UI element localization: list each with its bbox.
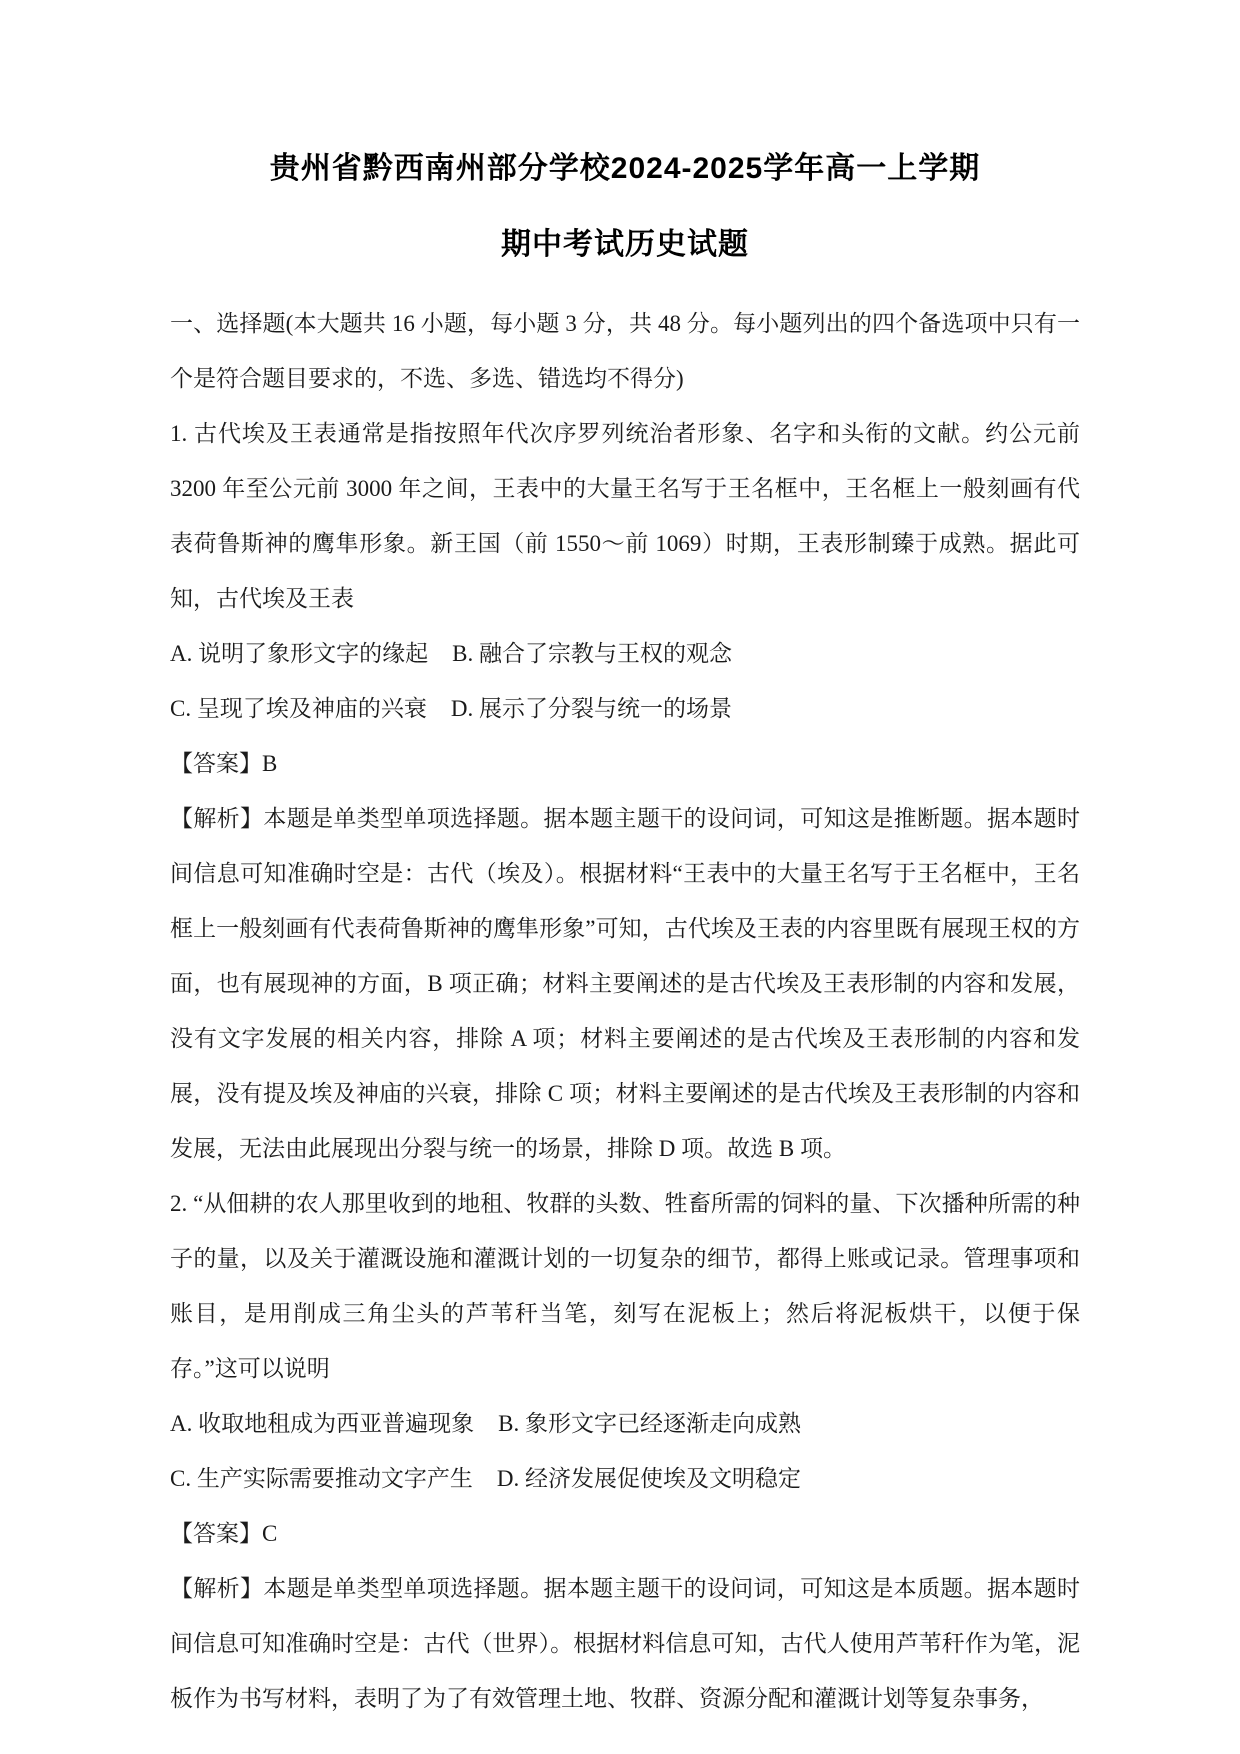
question-2 xyxy=(170,1176,1080,1726)
question-1-option-c: C. 呈现了埃及神庙的兴衰 xyxy=(170,696,427,721)
question-2-stem: 2. “从佃耕的农人那里收到的地租、牧群的头数、牲畜所需的饲料的量、下次播种所需的种子的量，以及关于灌溉设施和灌溉计划的一切复杂的细节，都得上账或记录。管理事项和账目，是用削成三角尘头的芦苇秆当笔，刻写在泥板上；然后将泥板烘干，以便于保存。”这可以说明 xyxy=(170,1191,1080,1381)
question-1-answer-label: 【答案】 xyxy=(170,751,262,776)
question-2-options-row-2 xyxy=(170,1451,1080,1506)
question-2-answer-value: C xyxy=(262,1521,278,1546)
question-2-answer-label: 【答案】 xyxy=(170,1521,262,1546)
section-instructions: 一、选择题(本大题共 16 小题，每小题 3 分，共 48 分。每小题列出的四个备选项中只有一个是符合题目要求的，不选、多选、错选均不得分) xyxy=(170,311,1080,391)
question-2-analysis-label: 【解析】 xyxy=(170,1576,264,1601)
question-1-options-row-2 xyxy=(170,681,1080,736)
question-1-analysis-label: 【解析】 xyxy=(170,806,264,831)
question-1-analysis xyxy=(170,791,1080,1176)
question-2-option-c: C. 生产实际需要推动文字产生 xyxy=(170,1466,473,1491)
question-2-analysis xyxy=(170,1561,1080,1726)
question-2-options-row-1 xyxy=(170,1396,1080,1451)
document-title-line1: 贵州省黔西南州部分学校2024-2025学年高一上学期 xyxy=(269,152,981,185)
document-title-line2: 期中考试历史试题 xyxy=(501,228,749,261)
question-2-option-a: A. 收取地租成为西亚普遍现象 xyxy=(170,1411,475,1436)
question-2-analysis-text: 本题是单类型单项选择题。据本题主题干的设问词，可知这是本质题。据本题时间信息可知准确时空是：古代（世界）。根据材料信息可知，古代人使用芦苇秆作为笔，泥板作为书写材料，表明了为了有效管理土地、牧群、资源分配和灌溉计划等复杂事务， xyxy=(170,1576,1081,1711)
question-1-option-b: B. 融合了宗教与王权的观念 xyxy=(452,641,732,666)
question-2-option-d: D. 经济发展促使埃及文明稳定 xyxy=(496,1466,801,1491)
question-2-option-b: B. 象形文字已经逐渐走向成熟 xyxy=(498,1411,801,1436)
question-2-answer-line xyxy=(170,1506,1080,1561)
question-1-stem: 1. 古代埃及王表通常是指按照年代次序罗列统治者形象、名字和头衔的文献。约公元前 3200 年至公元前 3000 年之间，王表中的大量王名写于王名框中，王名框上一般刻画有代表荷鲁斯神的鹰隼形象。新王国（前 1550～前 1069）时期，王表形制臻于成熟。据此可知，古代埃及王表 xyxy=(170,421,1080,611)
question-1-option-a: A. 说明了象形文字的缘起 xyxy=(170,641,429,666)
question-1-options-row-1 xyxy=(170,626,1080,681)
document-body xyxy=(170,296,1080,1726)
question-1-option-d: D. 展示了分裂与统一的场景 xyxy=(450,696,732,721)
question-1-answer-line xyxy=(170,736,1080,791)
question-1-analysis-text: 本题是单类型单项选择题。据本题主题干的设问词，可知这是推断题。据本题时间信息可知准确时空是：古代（埃及）。根据材料“王表中的大量王名写于王名框中，王名框上一般刻画有代表荷鲁斯神的鹰隼形象”可知，古代埃及王表的内容里既有展现王权的方面，也有展现神的方面，B 项正确；材料主要阐述的是古代埃及王表形制的内容和发展，没有文字发展的相关内容，排除 A 项；材料主要阐述的是古代埃及王表形制的内容和发展，没有提及埃及神庙的兴衰，排除 C 项；材料主要阐述的是古代埃及王表形制的内容和发展，无法由此展现出分裂与统一的场景，排除 D 项。故选 B 项。 xyxy=(170,806,1081,1161)
question-1-answer-value: B xyxy=(262,751,278,776)
question-1 xyxy=(170,406,1080,1176)
